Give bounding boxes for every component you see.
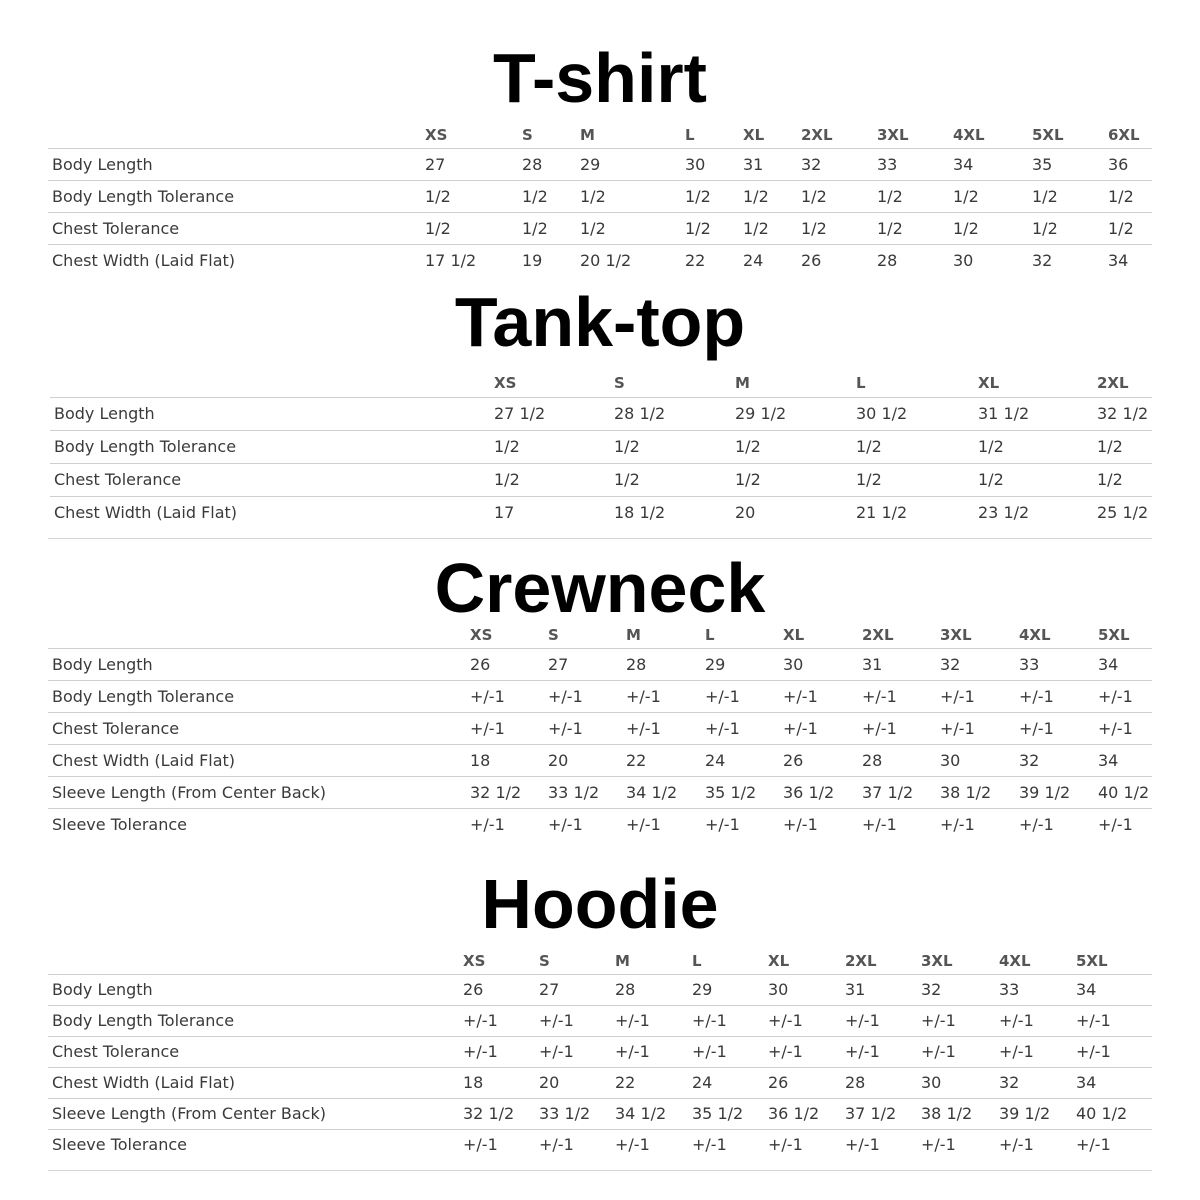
measurement-value: 22 xyxy=(615,1067,692,1098)
measurement-value: 1/2 xyxy=(494,430,614,463)
table-row xyxy=(48,1005,1152,1036)
measurement-value: 1/2 xyxy=(953,180,1032,212)
measurement-value: 1/2 xyxy=(614,463,735,496)
size-column-header: 2XL xyxy=(862,622,940,648)
measurement-value: 38 1/2 xyxy=(921,1098,999,1129)
table-row xyxy=(48,744,1152,776)
measurement-value: 34 xyxy=(1076,974,1152,1005)
measurement-value: +/-1 xyxy=(999,1036,1076,1067)
size-column-header: M xyxy=(580,122,685,148)
measurement-value: 34 xyxy=(953,148,1032,180)
measurement-value: +/-1 xyxy=(615,1005,692,1036)
measurement-label: Body Length xyxy=(50,397,494,430)
measurement-value: 1/2 xyxy=(580,212,685,244)
header-corner-cell xyxy=(48,622,470,648)
size-column-header: 5XL xyxy=(1098,622,1152,648)
table-row xyxy=(50,463,1152,496)
measurement-value: 28 1/2 xyxy=(614,397,735,430)
measurement-value: 1/2 xyxy=(685,180,743,212)
measurement-value: +/-1 xyxy=(783,712,862,744)
size-column-header: XL xyxy=(768,948,845,974)
measurement-label: Sleeve Length (From Center Back) xyxy=(48,776,470,808)
measurement-value: 33 1/2 xyxy=(548,776,626,808)
header-corner-cell xyxy=(48,948,463,974)
measurement-value: 32 xyxy=(999,1067,1076,1098)
size-column-header: XS xyxy=(463,948,539,974)
measurement-value: 33 xyxy=(999,974,1076,1005)
measurement-value: +/-1 xyxy=(940,814,975,834)
measurement-value: 27 1/2 xyxy=(494,397,614,430)
measurement-value: +/-1 xyxy=(845,1036,921,1067)
measurement-label: Chest Width (Laid Flat) xyxy=(48,744,470,776)
table-row xyxy=(50,430,1152,463)
measurement-value: 1/2 xyxy=(735,430,856,463)
table-row xyxy=(50,496,1152,529)
measurement-value: +/-1 xyxy=(548,680,626,712)
measurement-value: +/-1 xyxy=(783,814,818,834)
size-header-row xyxy=(48,122,1152,148)
measurement-value: +/-1 xyxy=(1076,1135,1111,1155)
measurement-label: Sleeve Tolerance xyxy=(52,1135,187,1155)
header-corner-cell xyxy=(48,122,425,148)
measurement-value: +/-1 xyxy=(862,814,897,834)
measurement-value: 1/2 xyxy=(801,212,877,244)
measurement-value: 33 xyxy=(1019,648,1098,680)
measurement-value: 26 xyxy=(783,744,862,776)
measurement-value: 21 1/2 xyxy=(856,503,908,523)
measurement-value: 28 xyxy=(615,974,692,1005)
measurement-value: 28 xyxy=(877,250,898,270)
measurement-value: 34 xyxy=(1098,744,1152,776)
size-column-header: L xyxy=(705,622,783,648)
size-column-header: 5XL xyxy=(1076,948,1152,974)
size-column-header: S xyxy=(522,122,580,148)
measurement-value: 20 1/2 xyxy=(580,250,632,270)
measurement-value: +/-1 xyxy=(921,1135,956,1155)
measurement-value: 1/2 xyxy=(1032,180,1108,212)
measurement-value: 1/2 xyxy=(856,463,978,496)
measurement-value: +/-1 xyxy=(692,1135,727,1155)
measurement-value: 31 1/2 xyxy=(978,397,1097,430)
table-row xyxy=(48,1129,1152,1160)
table-row xyxy=(50,397,1152,430)
measurement-value: +/-1 xyxy=(615,1135,650,1155)
measurement-value: +/-1 xyxy=(470,814,505,834)
measurement-value: 1/2 xyxy=(614,430,735,463)
size-column-header: L xyxy=(692,948,768,974)
measurement-label: Body Length xyxy=(48,148,425,180)
crewneck-title: Crewneck xyxy=(434,549,766,627)
table-row xyxy=(48,1098,1152,1129)
measurement-value: 32 xyxy=(1032,250,1053,270)
header-corner-cell xyxy=(50,370,494,397)
size-header-row xyxy=(50,370,1152,397)
table-row xyxy=(48,212,1152,244)
measurement-value: 37 1/2 xyxy=(862,776,940,808)
measurement-value: 37 1/2 xyxy=(845,1098,921,1129)
measurement-value: +/-1 xyxy=(1019,680,1098,712)
tshirt-size-table xyxy=(48,122,1152,276)
size-column-header: M xyxy=(626,622,705,648)
measurement-value: 1/2 xyxy=(743,180,801,212)
measurement-value: 24 xyxy=(692,1067,768,1098)
measurement-value: 28 xyxy=(522,148,580,180)
measurement-value: 31 xyxy=(862,648,940,680)
measurement-value: 17 xyxy=(494,503,515,523)
measurement-label: Body Length xyxy=(48,648,470,680)
measurement-value: +/-1 xyxy=(470,680,548,712)
measurement-value: 32 xyxy=(940,648,1019,680)
measurement-value: 29 xyxy=(705,648,783,680)
measurement-label: Body Length Tolerance xyxy=(50,430,494,463)
measurement-value: +/-1 xyxy=(692,1005,768,1036)
table-row xyxy=(48,712,1152,744)
measurement-value: +/-1 xyxy=(1019,814,1054,834)
measurement-value: 1/2 xyxy=(856,430,978,463)
tanktop-bottom-divider xyxy=(48,538,1152,539)
measurement-value: +/-1 xyxy=(845,1005,921,1036)
measurement-label: Chest Tolerance xyxy=(48,1036,463,1067)
measurement-value: +/-1 xyxy=(921,1036,999,1067)
measurement-value: 30 xyxy=(921,1067,999,1098)
measurement-value: 18 xyxy=(470,744,548,776)
measurement-value: 34 xyxy=(1108,250,1129,270)
hoodie-size-table xyxy=(48,948,1152,1160)
measurement-value: 1/2 xyxy=(494,463,614,496)
measurement-value: 1/2 xyxy=(685,212,743,244)
measurement-value: 17 1/2 xyxy=(425,250,477,270)
measurement-value: +/-1 xyxy=(999,1005,1076,1036)
measurement-value: 35 1/2 xyxy=(692,1098,768,1129)
measurement-value: 39 1/2 xyxy=(1019,776,1098,808)
measurement-value: 32 xyxy=(921,974,999,1005)
measurement-value: 30 xyxy=(940,744,1019,776)
measurement-value: 32 xyxy=(1019,744,1098,776)
measurement-value: 28 xyxy=(626,648,705,680)
measurement-value: +/-1 xyxy=(999,1135,1034,1155)
size-column-header: XS xyxy=(494,370,614,397)
measurement-value: 32 xyxy=(801,148,877,180)
measurement-label: Chest Tolerance xyxy=(48,712,470,744)
size-column-header: 3XL xyxy=(877,122,953,148)
size-column-header: 3XL xyxy=(921,948,999,974)
measurement-value: 29 xyxy=(580,148,685,180)
measurement-value: +/-1 xyxy=(940,680,1019,712)
size-column-header: 4XL xyxy=(999,948,1076,974)
measurement-value: 30 1/2 xyxy=(856,397,978,430)
measurement-label: Body Length Tolerance xyxy=(48,680,470,712)
measurement-value: 30 xyxy=(953,250,974,270)
measurement-value: +/-1 xyxy=(626,814,661,834)
measurement-value: 24 xyxy=(743,250,764,270)
measurement-value: 1/2 xyxy=(1108,180,1152,212)
measurement-value: +/-1 xyxy=(539,1036,615,1067)
measurement-value: 1/2 xyxy=(877,212,953,244)
measurement-value: +/-1 xyxy=(463,1005,539,1036)
size-column-header: 3XL xyxy=(940,622,1019,648)
measurement-value: +/-1 xyxy=(768,1036,845,1067)
table-row xyxy=(48,1036,1152,1067)
measurement-value: 36 1/2 xyxy=(768,1098,845,1129)
measurement-value: 35 xyxy=(1032,148,1108,180)
table-row xyxy=(48,808,1152,840)
measurement-value: 30 xyxy=(783,648,862,680)
measurement-label: Body Length Tolerance xyxy=(48,180,425,212)
measurement-value: 31 xyxy=(845,974,921,1005)
measurement-label: Body Length Tolerance xyxy=(48,1005,463,1036)
measurement-value: 1/2 xyxy=(953,212,1032,244)
measurement-value: +/-1 xyxy=(862,680,940,712)
measurement-value: +/-1 xyxy=(692,1036,768,1067)
measurement-value: 1/2 xyxy=(1097,463,1152,496)
measurement-value: 1/2 xyxy=(522,180,580,212)
size-header-row xyxy=(48,948,1152,974)
measurement-value: +/-1 xyxy=(615,1036,692,1067)
measurement-value: 1/2 xyxy=(978,463,1097,496)
table-row xyxy=(48,680,1152,712)
measurement-value: 29 1/2 xyxy=(735,397,856,430)
size-column-header: XS xyxy=(470,622,548,648)
measurement-value: 29 xyxy=(692,974,768,1005)
measurement-value: 40 1/2 xyxy=(1098,776,1152,808)
size-column-header: 6XL xyxy=(1108,122,1152,148)
measurement-value: 18 xyxy=(463,1067,539,1098)
measurement-value: 33 1/2 xyxy=(539,1098,615,1129)
measurement-value: 1/2 xyxy=(425,180,522,212)
measurement-value: 26 xyxy=(801,250,822,270)
table-row xyxy=(48,244,1152,276)
measurement-label: Chest Width (Laid Flat) xyxy=(48,1067,463,1098)
measurement-value: 31 xyxy=(743,148,801,180)
measurement-value: +/-1 xyxy=(548,814,583,834)
measurement-value: 1/2 xyxy=(580,180,685,212)
measurement-value: +/-1 xyxy=(463,1135,498,1155)
table-row xyxy=(48,1067,1152,1098)
measurement-value: 32 1/2 xyxy=(470,776,548,808)
size-header-row xyxy=(48,622,1152,648)
hoodie-bottom-divider xyxy=(48,1170,1152,1171)
measurement-value: 28 xyxy=(862,744,940,776)
size-column-header: 4XL xyxy=(1019,622,1098,648)
measurement-value: 32 1/2 xyxy=(1097,397,1152,430)
crewneck-size-table xyxy=(48,622,1152,840)
measurement-value: +/-1 xyxy=(1076,1036,1152,1067)
size-column-header: 2XL xyxy=(801,122,877,148)
measurement-value: 1/2 xyxy=(522,212,580,244)
measurement-value: 36 1/2 xyxy=(783,776,862,808)
measurement-value: 24 xyxy=(705,744,783,776)
measurement-label: Chest Tolerance xyxy=(48,212,425,244)
measurement-value: 26 xyxy=(768,1067,845,1098)
measurement-value: 26 xyxy=(463,974,539,1005)
measurement-value: 34 1/2 xyxy=(626,776,705,808)
measurement-value: 1/2 xyxy=(735,463,856,496)
measurement-value: 40 1/2 xyxy=(1076,1098,1152,1129)
measurement-value: 34 1/2 xyxy=(615,1098,692,1129)
measurement-value: 28 xyxy=(845,1067,921,1098)
measurement-value: 30 xyxy=(685,148,743,180)
measurement-value: 20 xyxy=(735,503,756,523)
tanktop-title: Tank-top xyxy=(454,283,746,361)
measurement-value: 36 xyxy=(1108,148,1152,180)
measurement-label: Body Length xyxy=(48,974,463,1005)
measurement-value: 1/2 xyxy=(877,180,953,212)
measurement-value: 23 1/2 xyxy=(978,503,1030,523)
measurement-value: 1/2 xyxy=(978,430,1097,463)
measurement-value: +/-1 xyxy=(783,680,862,712)
measurement-value: 18 1/2 xyxy=(614,503,666,523)
measurement-value: +/-1 xyxy=(1098,712,1152,744)
measurement-value: 39 1/2 xyxy=(999,1098,1076,1129)
size-column-header: L xyxy=(856,370,978,397)
measurement-value: +/-1 xyxy=(921,1005,999,1036)
measurement-value: 34 xyxy=(1098,648,1152,680)
measurement-value: +/-1 xyxy=(705,814,740,834)
size-column-header: M xyxy=(615,948,692,974)
measurement-value: 35 1/2 xyxy=(705,776,783,808)
measurement-value: +/-1 xyxy=(470,712,548,744)
measurement-value: +/-1 xyxy=(705,712,783,744)
tanktop-size-table xyxy=(50,370,1152,529)
measurement-value: 27 xyxy=(539,974,615,1005)
measurement-value: 25 1/2 xyxy=(1097,503,1149,523)
size-column-header: L xyxy=(685,122,743,148)
table-row xyxy=(48,974,1152,1005)
measurement-value: 22 xyxy=(685,250,706,270)
size-column-header: 2XL xyxy=(1097,370,1152,397)
tshirt-title: T-shirt xyxy=(493,39,707,117)
size-column-header: S xyxy=(548,622,626,648)
measurement-value: 38 1/2 xyxy=(940,776,1019,808)
measurement-value: 19 xyxy=(522,250,543,270)
measurement-value: 22 xyxy=(626,744,705,776)
hoodie-title: Hoodie xyxy=(481,865,719,943)
size-column-header: XL xyxy=(743,122,801,148)
measurement-value: 33 xyxy=(877,148,953,180)
measurement-value: +/-1 xyxy=(539,1005,615,1036)
measurement-value: +/-1 xyxy=(1098,680,1152,712)
measurement-value: 27 xyxy=(425,148,522,180)
size-column-header: S xyxy=(539,948,615,974)
measurement-value: 1/2 xyxy=(1108,212,1152,244)
size-column-header: XL xyxy=(978,370,1097,397)
size-column-header: 4XL xyxy=(953,122,1032,148)
measurement-value: +/-1 xyxy=(1098,814,1133,834)
measurement-label: Chest Width (Laid Flat) xyxy=(54,503,238,523)
measurement-value: +/-1 xyxy=(862,712,940,744)
measurement-value: 1/2 xyxy=(425,212,522,244)
size-column-header: XS xyxy=(425,122,522,148)
measurement-label: Chest Tolerance xyxy=(50,463,494,496)
measurement-value: 26 xyxy=(470,648,548,680)
measurement-value: 34 xyxy=(1076,1067,1152,1098)
measurement-value: 1/2 xyxy=(801,180,877,212)
table-row xyxy=(48,648,1152,680)
measurement-value: +/-1 xyxy=(705,680,783,712)
measurement-value: +/-1 xyxy=(626,712,705,744)
measurement-value: 1/2 xyxy=(743,212,801,244)
size-column-header: 5XL xyxy=(1032,122,1108,148)
size-column-header: S xyxy=(614,370,735,397)
table-row xyxy=(48,776,1152,808)
measurement-value: 27 xyxy=(548,648,626,680)
measurement-value: +/-1 xyxy=(548,712,626,744)
table-row xyxy=(48,148,1152,180)
measurement-value: +/-1 xyxy=(845,1135,880,1155)
measurement-value: +/-1 xyxy=(626,680,705,712)
measurement-label: Sleeve Tolerance xyxy=(52,814,187,834)
measurement-label: Sleeve Length (From Center Back) xyxy=(48,1098,463,1129)
measurement-value: +/-1 xyxy=(1076,1005,1152,1036)
measurement-value: +/-1 xyxy=(768,1135,803,1155)
measurement-value: 1/2 xyxy=(1097,430,1152,463)
size-column-header: XL xyxy=(783,622,862,648)
size-column-header: M xyxy=(735,370,856,397)
measurement-value: 30 xyxy=(768,974,845,1005)
measurement-label: Chest Width (Laid Flat) xyxy=(52,250,236,270)
measurement-value: 20 xyxy=(539,1067,615,1098)
measurement-value: 32 1/2 xyxy=(463,1098,539,1129)
measurement-value: +/-1 xyxy=(1019,712,1098,744)
table-row xyxy=(48,180,1152,212)
measurement-value: +/-1 xyxy=(940,712,1019,744)
measurement-value: +/-1 xyxy=(768,1005,845,1036)
measurement-value: +/-1 xyxy=(539,1135,574,1155)
measurement-value: 20 xyxy=(548,744,626,776)
measurement-value: 1/2 xyxy=(1032,212,1108,244)
size-column-header: 2XL xyxy=(845,948,921,974)
measurement-value: +/-1 xyxy=(463,1036,539,1067)
